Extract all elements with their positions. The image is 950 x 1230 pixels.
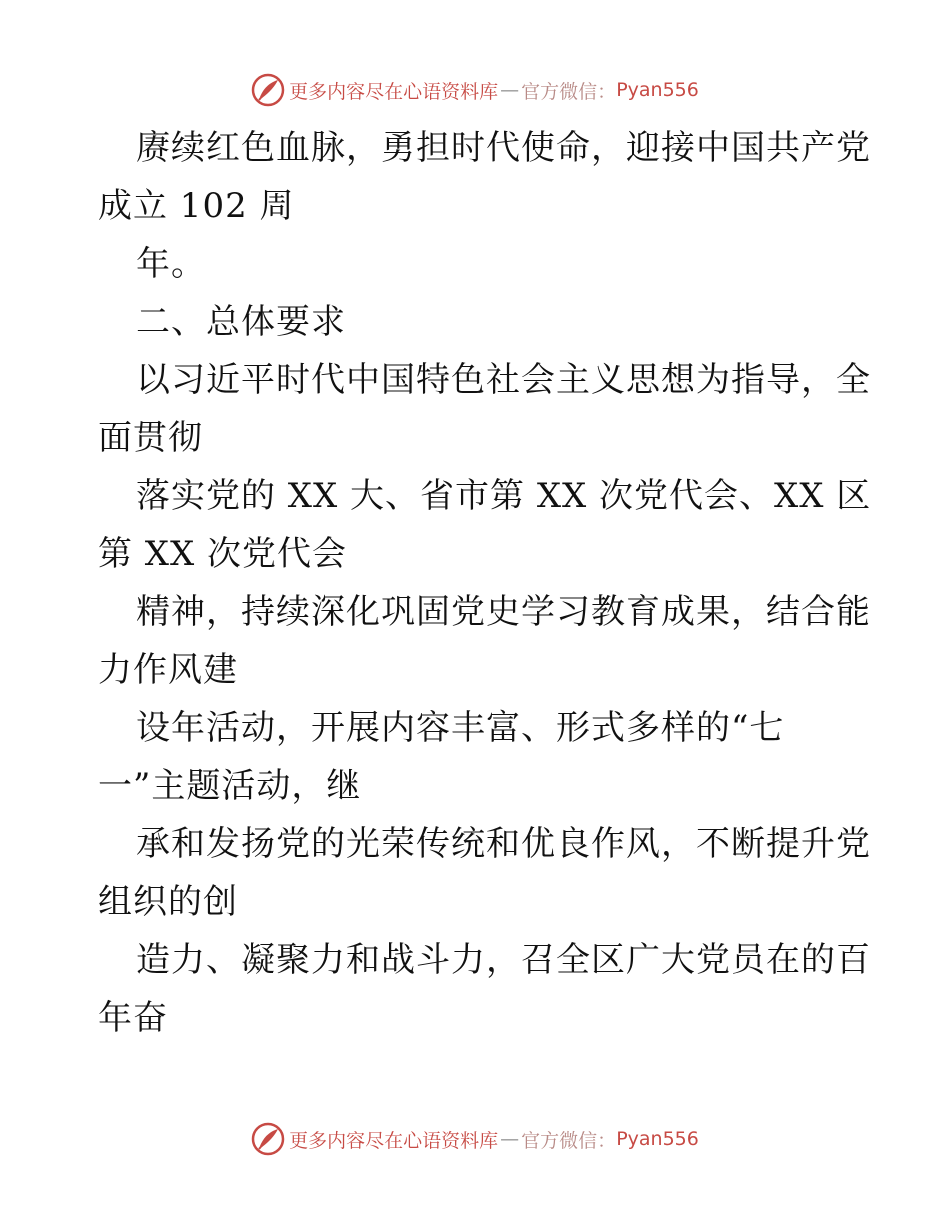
body-line: 成立 102 周 bbox=[98, 186, 295, 226]
body-line: 设年活动，开展内容丰富、形式多样的“七 bbox=[136, 708, 785, 748]
body-line: 力作风建 bbox=[98, 650, 238, 690]
footer-banner bbox=[0, 1119, 950, 1159]
body-line: 年奋 bbox=[98, 998, 168, 1038]
header-wechat-handle: Pyan556 bbox=[616, 79, 699, 101]
footer-text: 更多内容尽在心语资料库 bbox=[289, 1129, 499, 1152]
body-line: 赓续红色血脉，勇担时代使命，迎接中国共产党 bbox=[136, 128, 871, 168]
body-line: 造力、凝聚力和战斗力，召全区广大党员在的百 bbox=[136, 940, 871, 980]
document-body bbox=[98, 119, 872, 1047]
quill-seal-icon bbox=[251, 1122, 285, 1156]
body-line: 年。 bbox=[136, 244, 206, 284]
body-line: 以习近平时代中国特色社会主义思想为指导，全 bbox=[136, 360, 871, 400]
header-wechat-label: 官方微信： bbox=[521, 80, 617, 103]
header-separator: — bbox=[500, 79, 520, 101]
header-text: 更多内容尽在心语资料库 bbox=[289, 80, 499, 103]
footer-wechat-label: 官方微信： bbox=[521, 1129, 617, 1152]
body-line: 落实党的 XX 大、省市第 XX 次党代会、XX 区 bbox=[136, 476, 872, 516]
section-heading: 二、总体要求 bbox=[136, 302, 346, 342]
quill-seal-icon bbox=[251, 73, 285, 107]
footer-wechat-handle: Pyan556 bbox=[616, 1128, 699, 1150]
header-banner bbox=[0, 70, 950, 110]
body-line: 一”主题活动，继 bbox=[98, 766, 362, 806]
body-line: 面贯彻 bbox=[98, 418, 203, 458]
body-line: 精神，持续深化巩固党史学习教育成果，结合能 bbox=[136, 592, 871, 632]
footer-separator: — bbox=[500, 1128, 520, 1150]
body-line: 组织的创 bbox=[98, 882, 238, 922]
body-line: 第 XX 次党代会 bbox=[98, 534, 348, 574]
body-line: 承和发扬党的光荣传统和优良作风，不断提升党 bbox=[136, 824, 871, 864]
